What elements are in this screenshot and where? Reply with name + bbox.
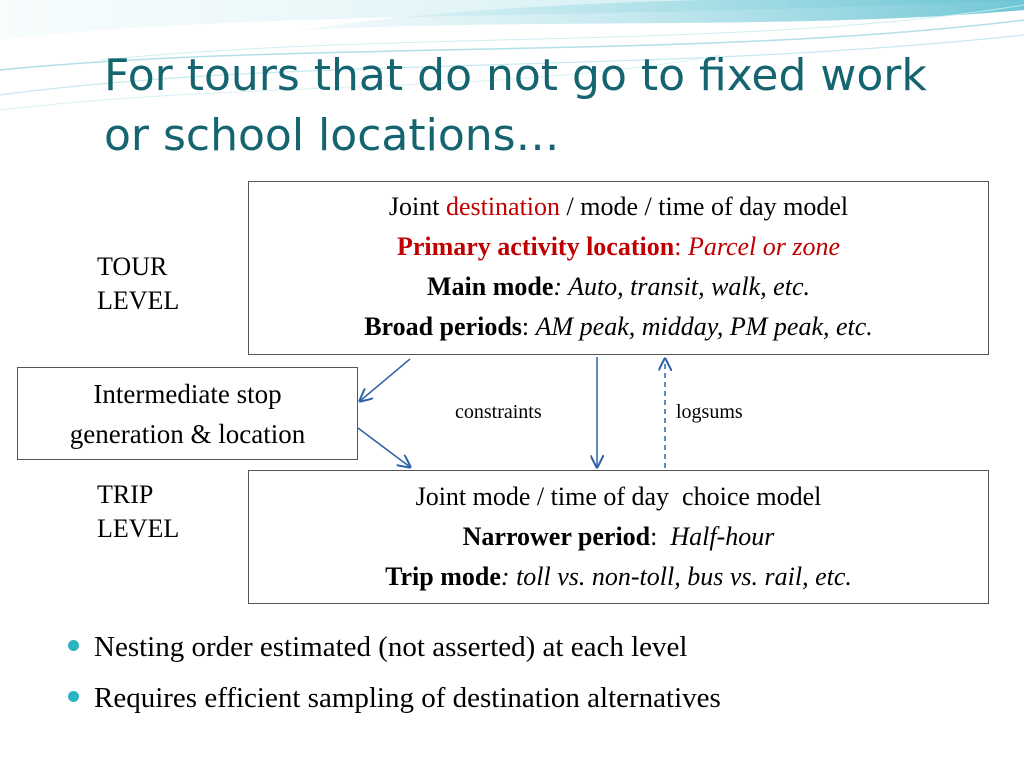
tour-level-label (97, 250, 179, 318)
constraints-label: constraints (455, 401, 542, 423)
arrow-tour-to-stop (360, 359, 410, 401)
bullet-item: Nesting order estimated (not asserted) at each level (64, 622, 1004, 673)
bullet-list (64, 622, 1004, 724)
tour-level-label-line1: TOUR (97, 252, 168, 281)
stop-box-line2: generation & location (69, 419, 306, 449)
tour-box-line4: Broad periods: AM peak, midday, PM peak, etc. (364, 312, 873, 341)
intermediate-stop-box (17, 367, 358, 460)
stop-box-line1: Intermediate stop (93, 379, 282, 409)
slide-title: For tours that do not go to fixed work or school locations… (104, 50, 927, 161)
tour-box-line1: Joint destination / mode / time of day model (388, 192, 849, 221)
logsums-label: logsums (676, 401, 743, 423)
trip-level-label-line1: TRIP (97, 480, 154, 509)
destination-highlight: destination (445, 192, 561, 221)
trip-level-model-box (248, 470, 989, 604)
trip-level-label (97, 478, 179, 546)
bullet-dot-icon (68, 640, 79, 651)
arrow-stop-to-trip (358, 428, 410, 467)
trip-level-label-line2: LEVEL (97, 514, 180, 543)
tour-box-line2: Primary activity location: Parcel or zone (396, 232, 841, 261)
tour-box-line3: Main mode: Auto, transit, walk, etc. (426, 272, 810, 301)
trip-box-line1: Joint mode / time of day choice model (415, 482, 822, 511)
tour-level-model-box (248, 181, 989, 355)
tour-level-label-line2: LEVEL (97, 286, 180, 315)
bullet-item: Requires efficient sampling of destination alternatives (64, 673, 1004, 724)
trip-box-line3: Trip mode: toll vs. non-toll, bus vs. rail, etc. (385, 562, 852, 591)
bullet-dot-icon (68, 691, 79, 702)
trip-box-line2: Narrower period: Half-hour (462, 522, 775, 551)
